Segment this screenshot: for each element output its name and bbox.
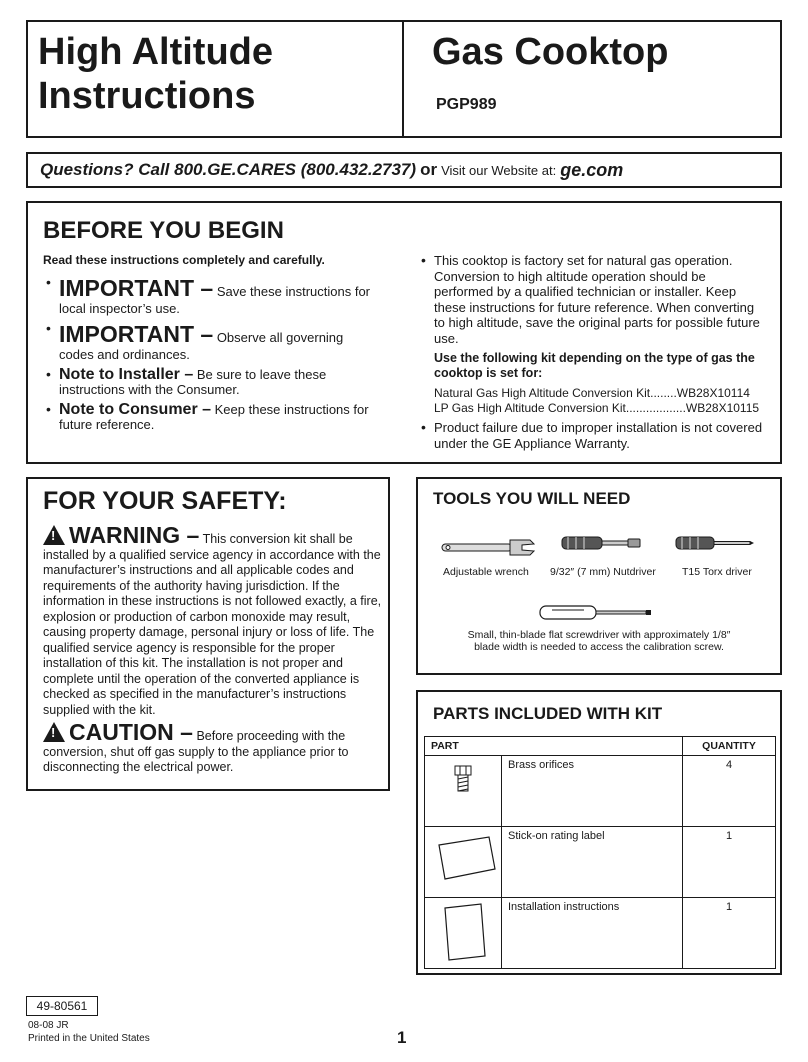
instructions-sheet-icon xyxy=(425,898,501,962)
screwdriver-label-line-1: Small, thin-blade flat screwdriver with approximately 1/8″ xyxy=(467,629,731,641)
kit-name: LP Gas High Altitude Conversion Kit xyxy=(434,401,626,415)
triangle-mark: ! xyxy=(51,528,56,543)
model-number: PGP989 xyxy=(436,96,497,113)
list-item: • Product failure due to improper installation is not covered under the GE Appliance Warranty. xyxy=(418,420,768,451)
header-box xyxy=(26,20,782,138)
rating-label-icon xyxy=(425,827,501,891)
triangle-mark: ! xyxy=(51,725,56,740)
header-divider xyxy=(402,22,404,136)
caution-triangle-icon xyxy=(43,722,65,742)
title-line-1: High Altitude xyxy=(38,31,273,73)
section-title: TOOLS YOU WILL NEED xyxy=(433,489,631,508)
caution-paragraph xyxy=(43,719,387,776)
part-quantity: 4 xyxy=(683,756,776,827)
item-label: Note to Consumer – xyxy=(59,401,212,418)
kit-part-number: WB28X10114 xyxy=(676,386,750,400)
part-name: Stick-on rating label xyxy=(502,827,683,898)
product-name: Gas Cooktop xyxy=(432,31,669,73)
table-row xyxy=(425,756,776,827)
warning-paragraph xyxy=(43,522,387,718)
kit-leader-dots: .................. xyxy=(625,401,686,415)
warning-triangle-icon xyxy=(43,525,65,545)
tool-label: T15 Torx driver xyxy=(682,566,752,578)
item-label: IMPORTANT – xyxy=(59,275,214,301)
section-title: BEFORE YOU BEGIN xyxy=(43,217,284,244)
warning-label: WARNING – xyxy=(69,522,200,548)
table-row xyxy=(425,898,776,969)
section-subtitle: Read these instructions completely and carefully. xyxy=(43,253,325,267)
page-number: 1 xyxy=(397,1028,407,1047)
kit-heading: Use the following kit depending on the type of gas the cooktop is set for: xyxy=(434,351,755,380)
begin-left-list xyxy=(43,275,373,437)
questions-or: or xyxy=(420,160,438,179)
table-row xyxy=(425,827,776,898)
screwdriver-label-line-2: blade width is needed to access the calibration screw. xyxy=(474,641,724,653)
part-image-cell xyxy=(425,898,502,969)
document-number: 49-80561 xyxy=(26,996,98,1016)
item-text: Save these instructions for local inspector’s use. xyxy=(59,284,371,316)
part-quantity: 1 xyxy=(683,827,776,898)
part-quantity: 1 xyxy=(683,898,776,969)
list-item xyxy=(43,402,373,432)
kit-name: Natural Gas High Altitude Conversion Kit xyxy=(434,386,651,400)
caution-text: Before proceeding with the conversion, shut off gas supply to the appliance prior to disconnecting the electrical power. xyxy=(43,729,349,774)
before-you-begin-section xyxy=(26,201,782,464)
safety-text xyxy=(43,522,387,776)
title-line-2: Instructions xyxy=(38,75,256,117)
screwdriver-label xyxy=(418,629,780,653)
part-name: Installation instructions xyxy=(502,898,683,969)
document-title xyxy=(38,30,273,118)
section-title: FOR YOUR SAFETY: xyxy=(43,487,287,515)
item-label: IMPORTANT – xyxy=(59,321,214,347)
tool-label: 9/32″ (7 mm) Nutdriver xyxy=(550,566,656,578)
item-label: Note to Installer – xyxy=(59,366,194,383)
website-link[interactable]: ge.com xyxy=(560,159,624,180)
list-item: • This cooktop is factory set for natural gas operation. Conversion to high altitude operation should be performed by a qualified technician or installer. Keep these instructions for future reference. When converting to high altitude, save the original parts for possible future use. xyxy=(418,253,768,346)
list-item xyxy=(43,275,373,316)
list-item xyxy=(43,321,373,362)
adjustable-wrench-icon xyxy=(438,535,538,559)
table-header-row xyxy=(425,737,776,756)
safety-section xyxy=(26,477,390,791)
section-title: PARTS INCLUDED WITH KIT xyxy=(433,704,663,723)
printed-in: Printed in the United States xyxy=(28,1033,150,1044)
parts-table xyxy=(424,736,776,969)
part-name: Brass orifices xyxy=(502,756,683,827)
tool-label: Adjustable wrench xyxy=(443,566,529,578)
begin-right-list-2 xyxy=(418,420,768,451)
list-item xyxy=(43,367,373,397)
item-text: Be sure to leave these instructions with the Consumer. xyxy=(59,367,327,397)
support-phone: Questions? Call 800.GE.CARES (800.432.2737) xyxy=(40,160,417,179)
tools-section xyxy=(416,477,782,675)
column-header-part: PART xyxy=(425,737,683,756)
kit-part-number: WB28X10115 xyxy=(685,401,760,415)
kit-row xyxy=(434,386,768,401)
brass-orifice-icon xyxy=(425,756,501,820)
part-image-cell xyxy=(425,827,502,898)
begin-right-list xyxy=(418,253,768,346)
kit-row xyxy=(434,401,768,416)
item-text: Keep these instructions for future reference. xyxy=(59,402,369,432)
kit-leader-dots: ........ xyxy=(650,386,677,400)
date-code: 08-08 JR xyxy=(28,1020,69,1031)
warning-text: This conversion kit shall be installed by a qualified service agency in accordance with the manufacturer’s instructions and all applicable codes and requirements of the authority having jurisdiction. If the information in these instructions is not followed exactly, a fire, explosion or production of carbon monoxide may result, causing property damage, personal injury or loss of life. The qualified service agency is responsible for the proper installation of this kit. The installation is not proper and complete until the operation of the converted appliance is checked as specified in the manufacturer’s instructions supplied with the kit. xyxy=(43,532,382,717)
column-header-quantity: QUANTITY xyxy=(683,737,776,756)
parts-section xyxy=(416,690,782,975)
begin-right-column xyxy=(418,253,768,451)
questions-bar xyxy=(26,152,782,188)
item-text: Observe all governing codes and ordinances. xyxy=(59,330,344,362)
nutdriver-icon xyxy=(560,533,644,553)
torx-driver-icon xyxy=(674,533,756,553)
caution-label: CAUTION – xyxy=(69,719,193,745)
part-image-cell xyxy=(425,756,502,827)
visit-website-text: Visit our Website at: xyxy=(441,162,557,178)
flat-screwdriver-icon xyxy=(538,603,654,623)
